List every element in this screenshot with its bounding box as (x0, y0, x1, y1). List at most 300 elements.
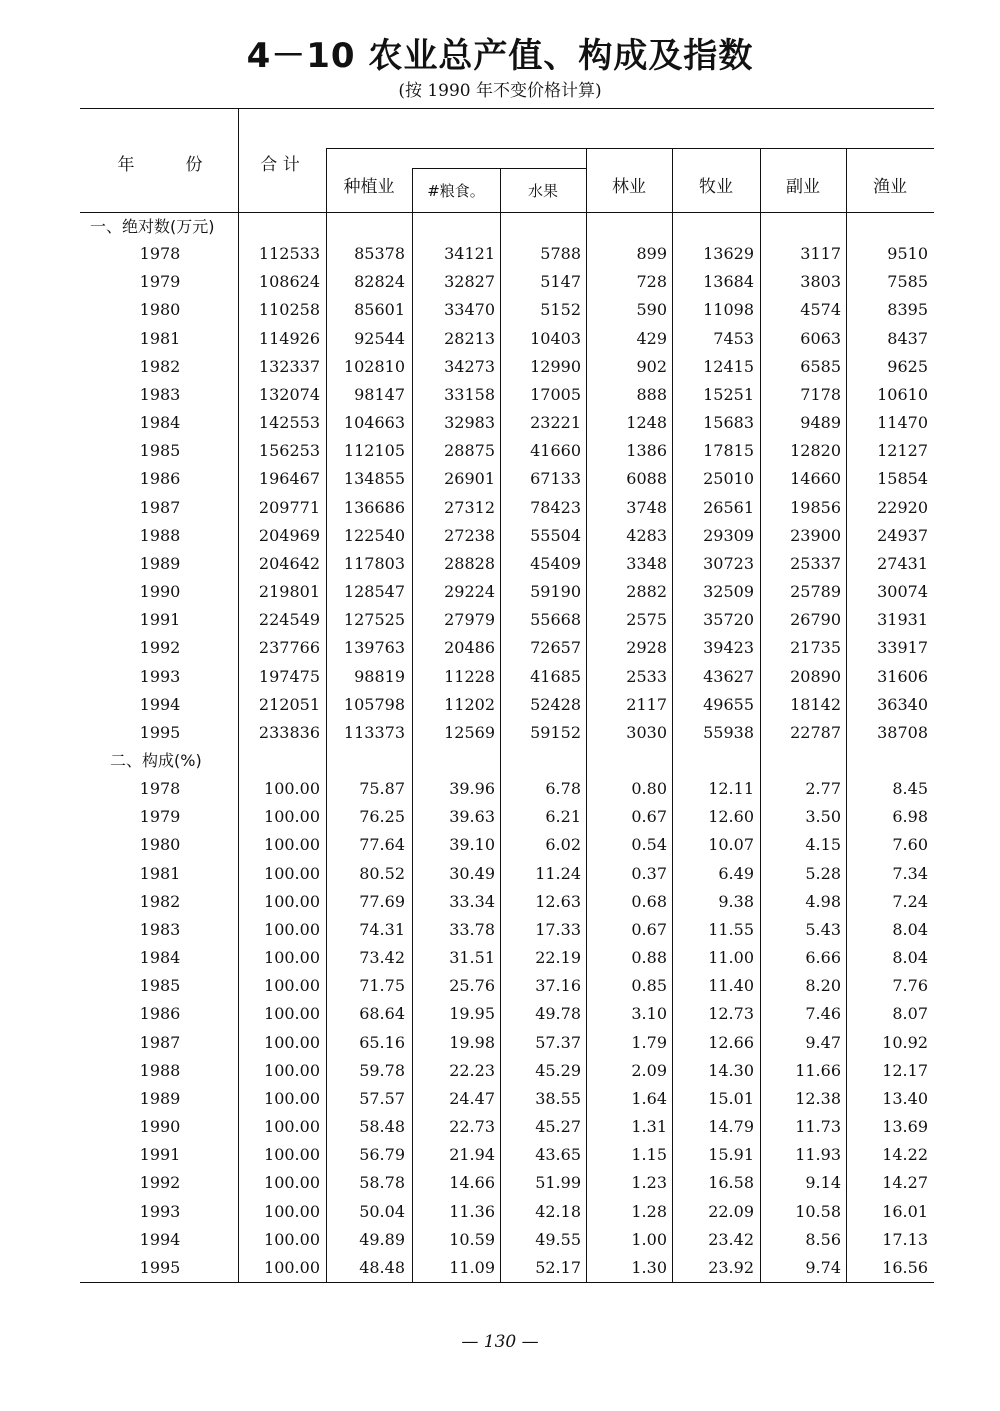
page-subtitle: (按 1990 年不变价格计算) (398, 81, 602, 101)
table-row (0, 860, 1000, 888)
cell-planting: 117803 (343, 553, 405, 573)
cell-planting: 50.04 (359, 1201, 405, 1221)
cell-fishery: 15854 (877, 469, 928, 489)
cell-grain: 39.63 (449, 807, 495, 827)
cell-forestry: 3348 (626, 553, 667, 573)
cell-planting: 58.48 (359, 1117, 405, 1137)
cell-forestry: 1.23 (631, 1173, 667, 1193)
cell-livestock: 14.30 (708, 1060, 754, 1080)
cell-planting: 75.87 (359, 779, 405, 798)
table-row (0, 1141, 1000, 1169)
cell-year: 1986 (139, 469, 181, 489)
cell-forestry: 1.00 (631, 1229, 667, 1249)
cell-planting: 49.89 (359, 1229, 405, 1249)
cell-year: 1989 (139, 1088, 181, 1108)
cell-fruit: 43.65 (535, 1145, 581, 1165)
cell-fruit: 6.21 (545, 807, 581, 827)
cell-planting: 58.78 (359, 1173, 405, 1193)
cell-planting: 57.57 (359, 1088, 405, 1108)
table-row (0, 522, 1000, 550)
table-row (0, 437, 1000, 465)
cell-planting: 85378 (354, 244, 405, 263)
cell-fishery: 14.22 (882, 1145, 928, 1165)
cell-fishery: 8.04 (892, 919, 928, 939)
cell-planting: 77.64 (359, 835, 405, 855)
cell-year: 1978 (139, 244, 181, 263)
cell-planting: 102810 (343, 356, 405, 376)
header-grain: #粮食。 (427, 182, 485, 200)
cell-sideline: 11.93 (795, 1145, 841, 1165)
table-row (0, 1000, 1000, 1028)
cell-total: 132074 (258, 384, 320, 404)
cell-sideline: 23900 (790, 525, 841, 545)
cell-grain: 27979 (444, 610, 495, 630)
table-row (0, 1057, 1000, 1085)
cell-forestry: 2575 (626, 610, 667, 630)
cell-fishery: 13.69 (882, 1117, 928, 1137)
cell-fishery: 13.40 (882, 1088, 928, 1108)
cell-livestock: 12.66 (708, 1032, 754, 1052)
cell-forestry: 1.64 (631, 1088, 667, 1108)
cell-grain: 28828 (444, 553, 495, 573)
table-row (0, 296, 1000, 324)
cell-fishery: 14.27 (882, 1173, 928, 1193)
cell-planting: 122540 (343, 525, 405, 545)
cell-fishery: 16.56 (882, 1257, 928, 1277)
cell-year: 1993 (139, 1201, 181, 1221)
cell-total: 100.00 (264, 779, 320, 798)
table-row (0, 888, 1000, 916)
cell-fruit: 22.19 (535, 948, 581, 968)
cell-grain: 19.98 (449, 1032, 495, 1052)
table-row (0, 1254, 1000, 1282)
section-label-composition: 二、构成(%) (110, 751, 202, 770)
cell-total: 196467 (258, 469, 320, 489)
cell-total: 100.00 (264, 1004, 320, 1024)
cell-fishery: 8.45 (892, 779, 928, 798)
cell-fishery: 30074 (877, 582, 928, 602)
cell-livestock: 15.01 (708, 1088, 754, 1108)
cell-livestock: 17815 (703, 441, 754, 461)
cell-fishery: 31931 (877, 610, 928, 630)
cell-livestock: 26561 (703, 497, 754, 517)
cell-planting: 71.75 (359, 976, 405, 996)
cell-fishery: 22920 (877, 497, 928, 517)
cell-year: 1981 (139, 328, 181, 348)
cell-forestry: 899 (636, 244, 667, 263)
cell-year: 1987 (139, 1032, 181, 1052)
cell-livestock: 35720 (703, 610, 754, 630)
cell-grain: 10.59 (449, 1229, 495, 1249)
cell-livestock: 15.91 (708, 1145, 754, 1165)
cell-grain: 21.94 (449, 1145, 495, 1165)
cell-total: 233836 (258, 722, 320, 742)
cell-year: 1993 (139, 666, 181, 686)
cell-fishery: 7.34 (892, 863, 928, 883)
cell-livestock: 11.55 (708, 919, 754, 939)
cell-forestry: 6088 (626, 469, 667, 489)
cell-fruit: 38.55 (535, 1088, 581, 1108)
cell-forestry: 1.30 (631, 1257, 667, 1277)
cell-forestry: 1248 (626, 413, 667, 433)
cell-livestock: 30723 (703, 553, 754, 573)
cell-planting: 68.64 (359, 1004, 405, 1024)
cell-livestock: 55938 (703, 722, 754, 742)
table-row (0, 381, 1000, 409)
cell-sideline: 5.28 (805, 863, 841, 883)
cell-sideline: 6063 (800, 328, 841, 348)
cell-forestry: 3748 (626, 497, 667, 517)
cell-forestry: 4283 (626, 525, 667, 545)
table-row (0, 775, 1000, 803)
cell-planting: 82824 (354, 272, 405, 292)
cell-fruit: 11.24 (535, 863, 581, 883)
cell-total: 209771 (258, 497, 320, 517)
cell-sideline: 4574 (800, 300, 841, 320)
cell-year: 1978 (139, 779, 181, 798)
cell-year: 1984 (139, 413, 181, 433)
cell-total: 108624 (258, 272, 320, 292)
cell-grain: 33.34 (449, 891, 495, 911)
cell-fishery: 10610 (877, 384, 928, 404)
table-bottom-rule (80, 1282, 934, 1283)
cell-sideline: 11.73 (795, 1117, 841, 1137)
table-row (0, 831, 1000, 859)
cell-forestry: 902 (636, 356, 667, 376)
cell-total: 100.00 (264, 1060, 320, 1080)
cell-year: 1990 (139, 1117, 181, 1137)
cell-fruit: 52.17 (535, 1257, 581, 1277)
cell-forestry: 2882 (626, 582, 667, 602)
cell-forestry: 0.68 (631, 891, 667, 911)
cell-livestock: 6.49 (718, 863, 754, 883)
cell-year: 1979 (139, 272, 181, 292)
cell-sideline: 14660 (790, 469, 841, 489)
cell-sideline: 9.74 (805, 1257, 841, 1277)
cell-fruit: 42.18 (535, 1201, 581, 1221)
cell-total: 112533 (258, 244, 320, 263)
cell-fishery: 7.60 (892, 835, 928, 855)
cell-planting: 98147 (354, 384, 405, 404)
cell-sideline: 18142 (790, 694, 841, 714)
cell-year: 1986 (139, 1004, 181, 1024)
header-livestock: 牧业 (699, 177, 733, 197)
cell-fruit: 45.27 (535, 1117, 581, 1137)
cell-fruit: 57.37 (535, 1032, 581, 1052)
cell-fruit: 5152 (540, 300, 581, 320)
table-top-rule (80, 108, 934, 109)
cell-fruit: 41685 (530, 666, 581, 686)
cell-year: 1981 (139, 863, 181, 883)
cell-grain: 12569 (444, 722, 495, 742)
cell-grain: 28213 (444, 328, 495, 348)
cell-fruit: 78423 (530, 497, 581, 517)
table-row (0, 1226, 1000, 1254)
cell-livestock: 11.00 (708, 948, 754, 968)
cell-fishery: 24937 (877, 525, 928, 545)
cell-fruit: 49.78 (535, 1004, 581, 1024)
cell-livestock: 23.42 (708, 1229, 754, 1249)
cell-forestry: 3030 (626, 722, 667, 742)
cell-year: 1983 (139, 919, 181, 939)
cell-year: 1985 (139, 976, 181, 996)
cell-sideline: 4.98 (805, 891, 841, 911)
cell-fruit: 59190 (530, 582, 581, 602)
cell-grain: 27312 (444, 497, 495, 517)
cell-livestock: 22.09 (708, 1201, 754, 1221)
group-top-rule (326, 148, 934, 149)
header-fruit: 水果 (527, 182, 558, 200)
cell-livestock: 11098 (703, 300, 754, 320)
cell-grain: 33158 (444, 384, 495, 404)
cell-planting: 134855 (343, 469, 405, 489)
cell-year: 1982 (139, 891, 181, 911)
cell-grain: 27238 (444, 525, 495, 545)
cell-forestry: 0.54 (631, 835, 667, 855)
cell-livestock: 12.73 (708, 1004, 754, 1024)
cell-fruit: 45409 (530, 553, 581, 573)
cell-planting: 76.25 (359, 807, 405, 827)
cell-planting: 104663 (343, 413, 405, 433)
cell-grain: 34121 (444, 244, 495, 263)
cell-year: 1995 (139, 1257, 181, 1277)
cell-planting: 77.69 (359, 891, 405, 911)
cell-sideline: 26790 (790, 610, 841, 630)
table-row (0, 691, 1000, 719)
cell-year: 1985 (139, 441, 181, 461)
cell-livestock: 15251 (703, 384, 754, 404)
cell-sideline: 19856 (790, 497, 841, 517)
table-row (0, 1029, 1000, 1057)
table-row (0, 719, 1000, 747)
table-row (0, 663, 1000, 691)
cell-planting: 85601 (354, 300, 405, 320)
cell-fishery: 36340 (877, 694, 928, 714)
cell-fruit: 12990 (530, 356, 581, 376)
cell-total: 204969 (258, 525, 320, 545)
cell-livestock: 29309 (703, 525, 754, 545)
cell-livestock: 39423 (703, 638, 754, 658)
cell-planting: 112105 (343, 441, 405, 461)
cell-planting: 48.48 (359, 1257, 405, 1277)
cell-sideline: 3.50 (805, 807, 841, 827)
cell-livestock: 23.92 (708, 1257, 754, 1277)
cell-planting: 127525 (343, 610, 405, 630)
header-planting: 种植业 (343, 177, 395, 197)
cell-total: 100.00 (264, 919, 320, 939)
cell-total: 212051 (258, 694, 320, 714)
cell-year: 1983 (139, 384, 181, 404)
cell-fruit: 23221 (530, 413, 581, 433)
cell-forestry: 1.15 (631, 1145, 667, 1165)
cell-livestock: 15683 (703, 413, 754, 433)
cell-grain: 22.73 (449, 1117, 495, 1137)
section-label-absolute: 一、绝对数(万元) (90, 217, 215, 236)
cell-livestock: 12.60 (708, 807, 754, 827)
cell-fishery: 10.92 (882, 1032, 928, 1052)
cell-grain: 30.49 (449, 863, 495, 883)
cell-total: 219801 (258, 582, 320, 602)
cell-livestock: 32509 (703, 582, 754, 602)
cell-forestry: 0.37 (631, 863, 667, 883)
cell-planting: 73.42 (359, 948, 405, 968)
cell-forestry: 0.88 (631, 948, 667, 968)
cell-fruit: 51.99 (535, 1173, 581, 1193)
cell-forestry: 1.28 (631, 1201, 667, 1221)
cell-grain: 28875 (444, 441, 495, 461)
table-row (0, 550, 1000, 578)
table-row (0, 803, 1000, 831)
cell-fishery: 7.24 (892, 891, 928, 911)
cell-sideline: 20890 (790, 666, 841, 686)
cell-planting: 80.52 (359, 863, 405, 883)
cell-grain: 19.95 (449, 1004, 495, 1024)
cell-fishery: 8395 (887, 300, 928, 320)
cell-livestock: 13684 (703, 272, 754, 292)
cell-fishery: 9510 (887, 244, 928, 263)
table-row (0, 634, 1000, 662)
cell-fishery: 7.76 (892, 976, 928, 996)
cell-year: 1992 (139, 1173, 181, 1193)
table-row (0, 606, 1000, 634)
cell-fishery: 8.07 (892, 1004, 928, 1024)
table-row (0, 268, 1000, 296)
cell-sideline: 2.77 (805, 779, 841, 798)
cell-total: 100.00 (264, 1229, 320, 1249)
cell-forestry: 1386 (626, 441, 667, 461)
cell-forestry: 888 (636, 384, 667, 404)
cell-livestock: 49655 (703, 694, 754, 714)
cell-fruit: 5147 (540, 272, 581, 292)
cell-year: 1979 (139, 807, 181, 827)
cell-grain: 32827 (444, 272, 495, 292)
cell-fishery: 31606 (877, 666, 928, 686)
cell-total: 100.00 (264, 1145, 320, 1165)
cell-fruit: 6.02 (545, 835, 581, 855)
cell-fruit: 37.16 (535, 976, 581, 996)
cell-sideline: 6.66 (805, 948, 841, 968)
table-row (0, 972, 1000, 1000)
cell-livestock: 9.38 (718, 891, 754, 911)
cell-forestry: 1.79 (631, 1032, 667, 1052)
cell-year: 1995 (139, 722, 181, 742)
cell-total: 100.00 (264, 1032, 320, 1052)
cell-grain: 11202 (444, 694, 495, 714)
cell-planting: 92544 (354, 328, 405, 348)
cell-sideline: 25789 (790, 582, 841, 602)
table-row (0, 465, 1000, 493)
cell-livestock: 12.11 (708, 779, 754, 798)
cell-grain: 39.96 (449, 779, 495, 798)
cell-total: 100.00 (264, 807, 320, 827)
cell-total: 100.00 (264, 976, 320, 996)
table-row (0, 409, 1000, 437)
cell-fruit: 55668 (530, 610, 581, 630)
cell-year: 1989 (139, 553, 181, 573)
cell-fishery: 11470 (877, 413, 928, 433)
cell-fishery: 16.01 (882, 1201, 928, 1221)
cell-livestock: 16.58 (708, 1173, 754, 1193)
page-number: — 130 — (461, 1332, 539, 1352)
cell-sideline: 4.15 (805, 835, 841, 855)
cell-fruit: 12.63 (535, 891, 581, 911)
cell-sideline: 9.14 (805, 1173, 841, 1193)
cell-livestock: 43627 (703, 666, 754, 686)
cell-sideline: 10.58 (795, 1201, 841, 1221)
cell-total: 100.00 (264, 1088, 320, 1108)
cell-fruit: 52428 (530, 694, 581, 714)
cell-fishery: 12.17 (882, 1060, 928, 1080)
cell-livestock: 10.07 (708, 835, 754, 855)
cell-sideline: 12.38 (795, 1088, 841, 1108)
cell-forestry: 590 (636, 300, 667, 320)
cell-fruit: 41660 (530, 441, 581, 461)
cell-livestock: 25010 (703, 469, 754, 489)
cell-fishery: 12127 (877, 441, 928, 461)
cell-livestock: 13629 (703, 244, 754, 263)
cell-year: 1987 (139, 497, 181, 517)
cell-planting: 139763 (343, 638, 405, 658)
cell-grain: 29224 (444, 582, 495, 602)
cell-fishery: 8.04 (892, 948, 928, 968)
cell-total: 114926 (258, 328, 320, 348)
cell-livestock: 14.79 (708, 1117, 754, 1137)
cell-year: 1994 (139, 1229, 181, 1249)
cell-forestry: 0.80 (631, 779, 667, 798)
cell-year: 1990 (139, 582, 181, 602)
cell-forestry: 2928 (626, 638, 667, 658)
cell-sideline: 7178 (800, 384, 841, 404)
cell-year: 1988 (139, 1060, 181, 1080)
cell-forestry: 0.67 (631, 807, 667, 827)
cell-grain: 34273 (444, 356, 495, 376)
cell-total: 100.00 (264, 948, 320, 968)
table-header-rule (80, 212, 934, 213)
table-row (0, 578, 1000, 606)
header-forestry: 林业 (612, 177, 646, 197)
cell-grain: 33470 (444, 300, 495, 320)
cell-grain: 22.23 (449, 1060, 495, 1080)
cell-total: 100.00 (264, 1257, 320, 1277)
table-row (0, 916, 1000, 944)
cell-planting: 113373 (343, 722, 405, 742)
cell-year: 1988 (139, 525, 181, 545)
cell-grain: 14.66 (449, 1173, 495, 1193)
header-sideline: 副业 (786, 177, 820, 197)
cell-grain: 24.47 (449, 1088, 495, 1108)
cell-grain: 11.09 (449, 1257, 495, 1277)
table-row (0, 1198, 1000, 1226)
cell-year: 1982 (139, 356, 181, 376)
cell-fruit: 59152 (530, 722, 581, 742)
cell-fruit: 72657 (530, 638, 581, 658)
cell-fruit: 67133 (530, 469, 581, 489)
cell-forestry: 728 (636, 272, 667, 292)
cell-fishery: 7585 (887, 272, 928, 292)
cell-total: 110258 (258, 300, 320, 320)
cell-year: 1980 (139, 835, 181, 855)
cell-year: 1984 (139, 948, 181, 968)
cell-total: 197475 (258, 666, 320, 686)
cell-total: 224549 (258, 610, 320, 630)
cell-fishery: 6.98 (892, 807, 928, 827)
cell-year: 1994 (139, 694, 181, 714)
cell-fishery: 17.13 (882, 1229, 928, 1249)
cell-forestry: 1.31 (631, 1117, 667, 1137)
cell-year: 1991 (139, 610, 181, 630)
cell-livestock: 7453 (713, 328, 754, 348)
cell-sideline: 5.43 (805, 919, 841, 939)
